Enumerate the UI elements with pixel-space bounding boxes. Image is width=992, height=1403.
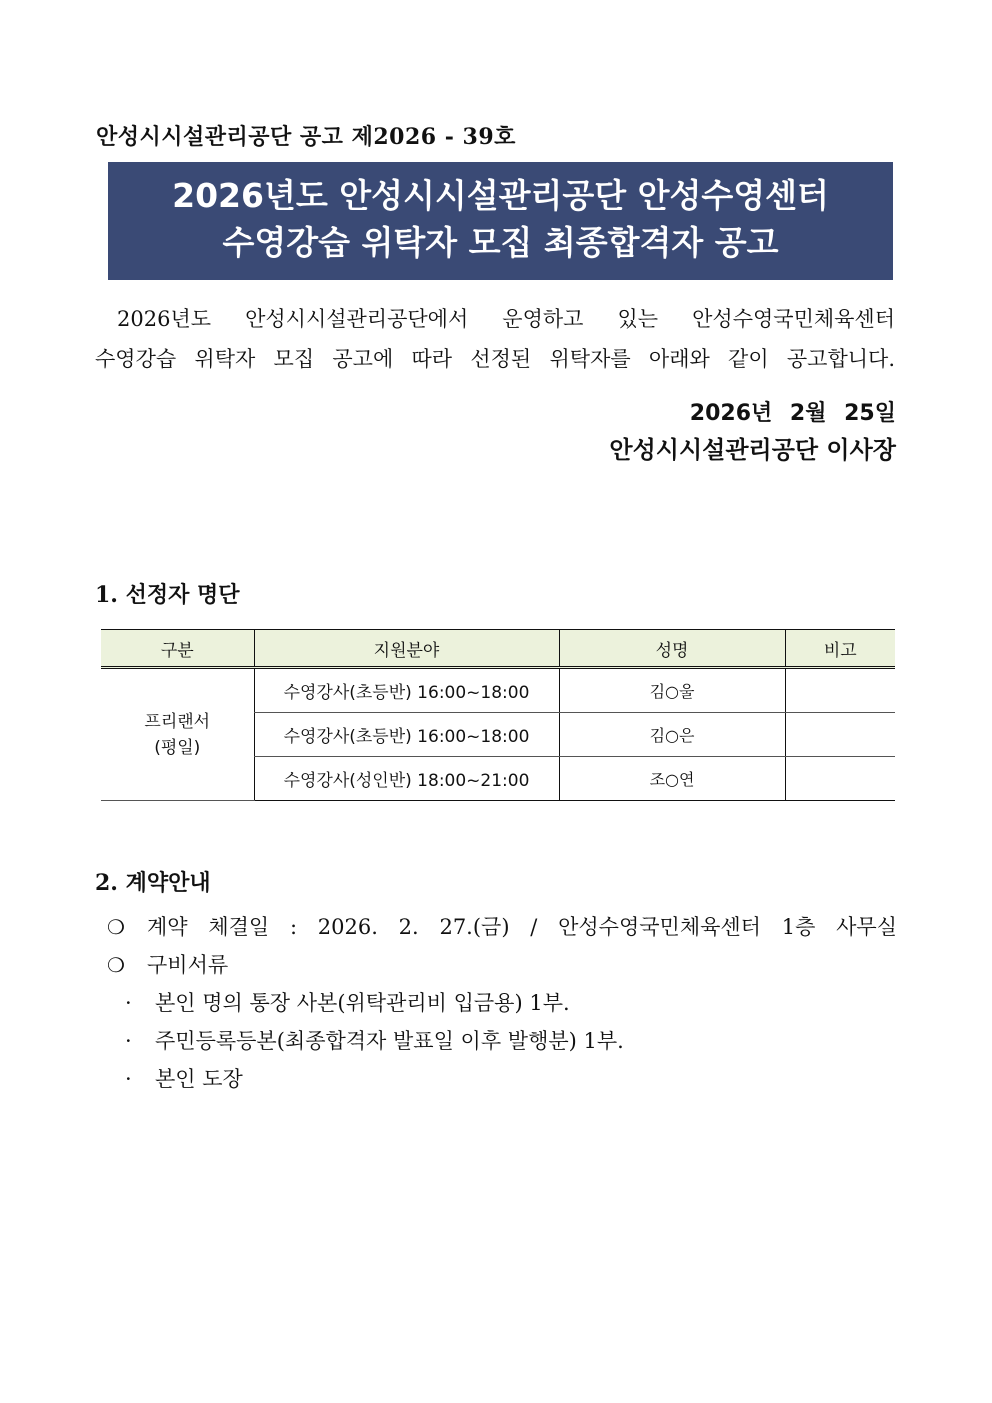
category-cell [101, 668, 254, 801]
name-cell: 김○울 [559, 668, 785, 713]
field-cell: 수영강사(성인반) 18:00~21:00 [254, 757, 559, 801]
contract-info-list [107, 908, 897, 1098]
category-sublabel: (평일) [154, 737, 201, 758]
announcement-date: 2026년 2월 25일 [689, 401, 896, 426]
document-item: 주민등록등본(최종합격자 발표일 이후 발행분) 1부. [155, 1029, 624, 1053]
title-line-2: 수영강습 위탁자 모집 최종합격자 공고 [222, 223, 779, 262]
circle-bullet-icon: ❍ [107, 915, 125, 939]
title-banner [108, 162, 893, 280]
category-label: 프리랜서 [144, 711, 211, 732]
field-cell: 수영강사(초등반) 16:00~18:00 [254, 668, 559, 713]
dot-bullet-icon: · [125, 1029, 132, 1053]
title-line-1: 2026년도 안성시시설관리공단 안성수영센터 [172, 176, 829, 215]
document-item: 본인 명의 통장 사본(위탁관리비 입금용) 1부. [155, 991, 570, 1015]
intro-line-2: 수영강습 위탁자 모집 공고에 따라 선정된 위탁자를 아래와 같이 공고합니다. [95, 347, 895, 371]
circle-bullet-icon: ❍ [107, 953, 125, 977]
issuer-signature: 안성시시설관리공단 이사장 [609, 436, 896, 464]
header-field: 지원분야 [254, 630, 559, 668]
header-category: 구분 [101, 630, 254, 668]
name-cell: 김○은 [559, 713, 785, 757]
section-1-heading: 1. 선정자 명단 [95, 582, 240, 608]
documents-heading: 구비서류 [147, 953, 229, 977]
note-cell [785, 668, 895, 713]
intro-line-1: 2026년도 안성시시설관리공단에서 운영하고 있는 안성수영국민체육센터 [117, 307, 895, 331]
header-name: 성명 [559, 630, 785, 668]
list-item [107, 908, 897, 946]
selected-candidates-table [101, 629, 895, 801]
document-item: 본인 도장 [155, 1067, 243, 1091]
notice-number: 안성시시설관리공단 공고 제2026 - 39호 [96, 124, 516, 150]
list-item [107, 946, 897, 984]
table-header-row [101, 630, 895, 668]
note-cell [785, 757, 895, 801]
list-item [107, 1060, 897, 1098]
field-cell: 수영강사(초등반) 16:00~18:00 [254, 713, 559, 757]
table-row [101, 668, 895, 713]
section-2-heading: 2. 계약안내 [95, 870, 211, 896]
list-item [107, 1022, 897, 1060]
dot-bullet-icon: · [125, 1067, 132, 1091]
header-note: 비고 [785, 630, 895, 668]
intro-paragraph [95, 299, 895, 379]
contract-date-text: 계약 체결일 : 2026. 2. 27.(금) / 안성수영국민체육센터 1층 사무실 [147, 915, 897, 939]
name-cell: 조○연 [559, 757, 785, 801]
list-item [107, 984, 897, 1022]
dot-bullet-icon: · [125, 991, 132, 1015]
note-cell [785, 713, 895, 757]
